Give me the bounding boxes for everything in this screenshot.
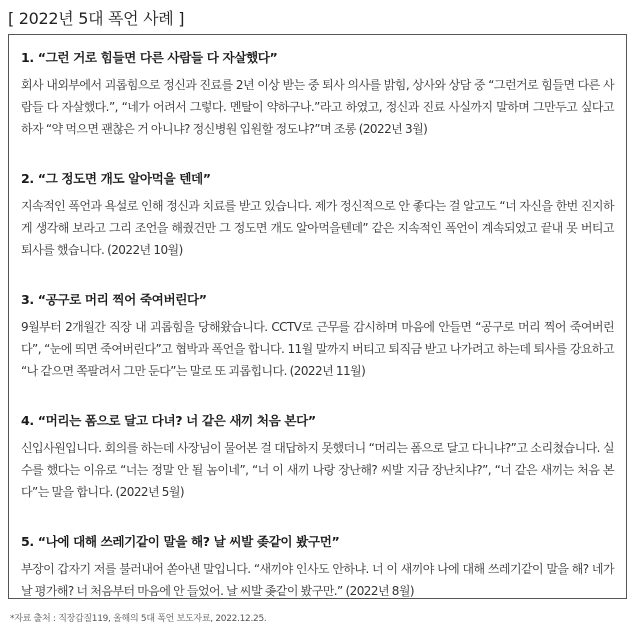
case-item — [21, 412, 614, 503]
case-item — [21, 170, 614, 261]
source-note: *자료 출처 : 직장갑질119, 올해의 5대 폭언 보도자료, 2022.12.25. — [10, 614, 267, 624]
case-heading: 1. “그런 거로 힘들면 다른 사람들 다 자살했다” — [21, 50, 278, 65]
case-item — [21, 49, 614, 140]
cases-box — [8, 34, 627, 599]
case-body: 지속적인 폭언과 욕설로 인해 정신과 치료를 받고 있습니다. 제가 정신적으로 안 좋다는 걸 알고도 “너 자신을 한번 진지하게 생각해 보라고 그리 조언을 해줬건만 그 정도면 개도 알아먹을텐데” 같은 지속적인 폭언이 계속되었고 끝내 못 버티고 퇴사를 했습니다. (2022년 10월) — [21, 199, 614, 257]
case-heading: 4. “머리는 폼으로 달고 다녀? 너 같은 새끼 처음 본다” — [21, 413, 316, 428]
case-heading: 5. “나에 대해 쓰레기같이 말을 해? 날 씨발 좆같이 봤구먼” — [21, 534, 340, 549]
case-item — [21, 533, 614, 602]
case-item — [21, 291, 614, 382]
case-heading: 3. “공구로 머리 찍어 죽여버린다” — [21, 292, 207, 307]
case-heading: 2. “그 정도면 개도 알아먹을 텐데” — [21, 171, 211, 186]
case-body: 신입사원입니다. 회의를 하는데 사장님이 물어본 걸 대답하지 못했더니 “머리는 폼으로 달고 다니냐?”고 소리쳤습니다. 실수를 했다는 이유로 “너는 정말 안 될 놈이네”, “너 이 새끼 나랑 장난해? 씨발 지금 장난치냐?”, “너 같은 새끼는 처음 본다”는 말을 합니다. (2022년 5월) — [21, 441, 614, 499]
page-title: [ 2022년 5대 폭언 사례 ] — [8, 9, 185, 28]
case-body: 회사 내외부에서 괴롭힘으로 정신과 진료를 2년 이상 받는 중 퇴사 의사를 밝힘, 상사와 상담 중 “그런거로 힘들면 다른 사람들 다 자살했다.”, “네가 어려서 그렇다. 멘탈이 약하구나.”라고 하였고, 정신과 진료 사실까지 말하며 그만두고 싶다고 하자 “약 먹으면 괜찮은 거 아니냐? 정신병원 입원할 정도냐?”며 조롱 (2022년 3월) — [21, 78, 614, 136]
case-body: 9월부터 2개월간 직장 내 괴롭힘을 당해왔습니다. CCTV로 근무를 감시하며 마음에 안들면 “공구로 머리 찍어 죽여버린다”, “눈에 띄면 죽여버린다”고 협박과 폭언을 합니다. 11월 말까지 버티고 퇴직금 받고 나가려고 하는데 퇴사를 강요하고 “나 같으면 쪽팔려서 그만 둔다”는 말로 또 괴롭힙니다. (2022년 11월) — [21, 320, 614, 378]
case-body: 부장이 갑자기 저를 불러내어 쏟아낸 말입니다. “새끼야 인사도 안하냐. 너 이 새끼야 나에 대해 쓰레기같이 말을 해? 네가 날 평가해? 너 처음부터 마음에 안 들었어. 날 씨발 좆같이 봤구만.” (2022년 8월) — [21, 562, 614, 598]
